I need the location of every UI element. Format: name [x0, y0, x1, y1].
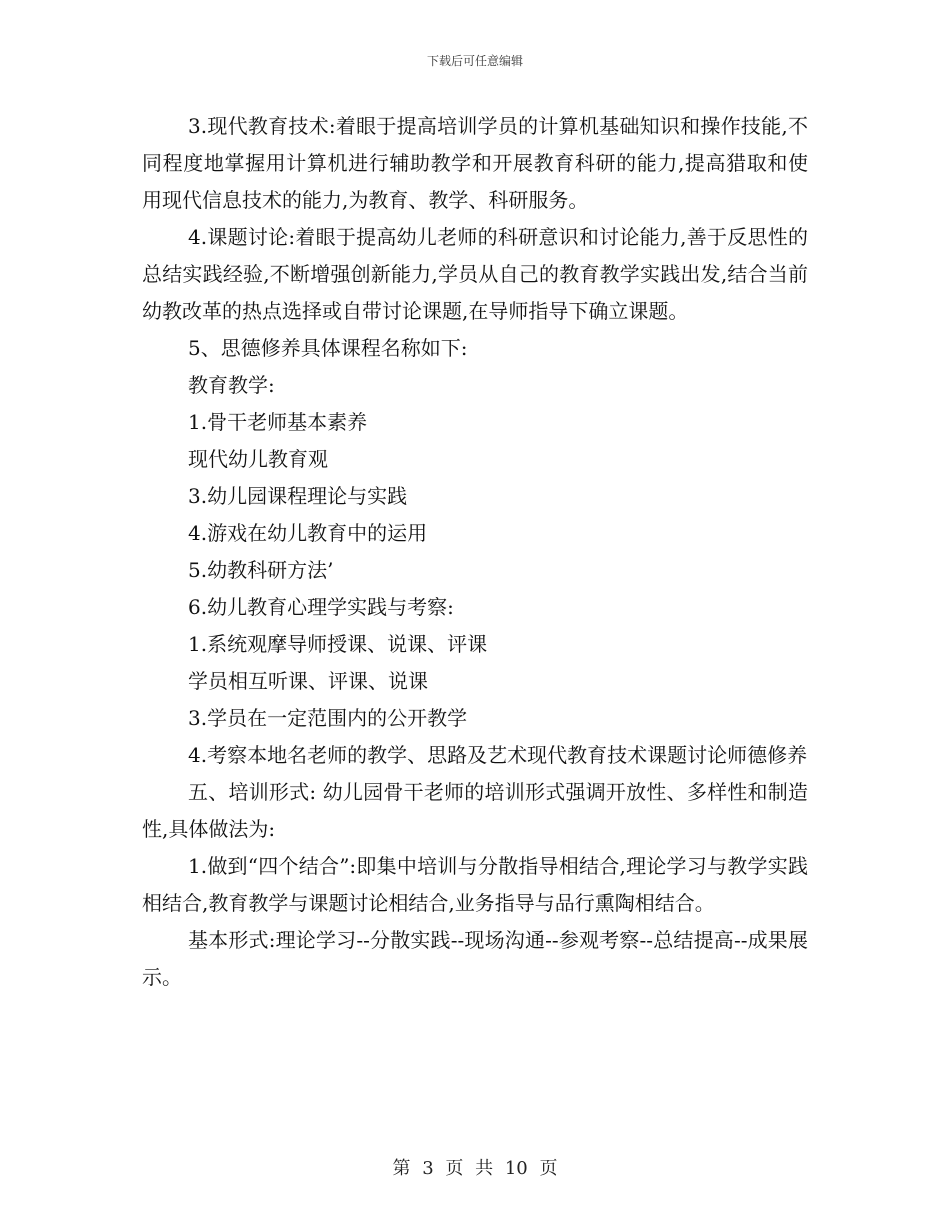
list-item: 3.幼儿园课程理论与实践	[188, 484, 408, 508]
list-item: 教育教学:	[188, 373, 275, 397]
paragraph: 4.考察本地名老师的教学、思路及艺术现代教育技术课题讨论师德修养	[188, 743, 808, 767]
list-item: 4.游戏在幼儿教育中的运用	[188, 521, 428, 545]
list-item: 5.幼教科研方法’	[188, 558, 334, 582]
paragraph: 五、培训形式: 幼儿园骨干老师的培训形式强调开放性、多样性和制造性,具体做法为:	[142, 780, 808, 841]
paragraph: 4.课题讨论:着眼于提高幼儿老师的科研意识和讨论能力,善于反思性的总结实践经验,不断增强创新能力,学员从自己的教育教学实践出发,结合当前幼教改革的热点选择或自带讨论课题,在导师指导下确立课题。	[142, 225, 808, 323]
paragraph: 1.做到“四个结合”:即集中培训与分散指导相结合,理论学习与教学实践相结合,教育教学与课题讨论相结合,业务指导与品行熏陶相结合。	[142, 854, 808, 915]
page-number-footer: 第 3 页 共 10 页	[392, 1158, 558, 1179]
list-item: 1.骨干老师基本素养	[188, 410, 368, 434]
paragraph: 基本形式:理论学习--分散实践--现场沟通--参观考察--总结提高--成果展示。	[142, 928, 808, 989]
list-item: 3.学员在一定范围内的公开教学	[188, 706, 468, 730]
list-item: 1.系统观摩导师授课、说课、评课	[188, 632, 488, 656]
list-item: 6.幼儿教育心理学实践与考察:	[188, 595, 454, 619]
paragraph: 3.现代教育技术:着眼于提高培训学员的计算机基础知识和操作技能,不同程度地掌握用计算机进行辅助教学和开展教育科研的能力,提高猎取和使用现代信息技术的能力,为教育、教学、科研服务。	[142, 114, 808, 212]
list-item: 现代幼儿教育观	[188, 447, 328, 471]
list-item: 学员相互听课、评课、说课	[188, 669, 428, 693]
page-header: 下载后可任意编辑	[426, 54, 523, 68]
list-item: 5、思德修养具体课程名称如下:	[188, 336, 468, 360]
document-body	[142, 108, 808, 996]
